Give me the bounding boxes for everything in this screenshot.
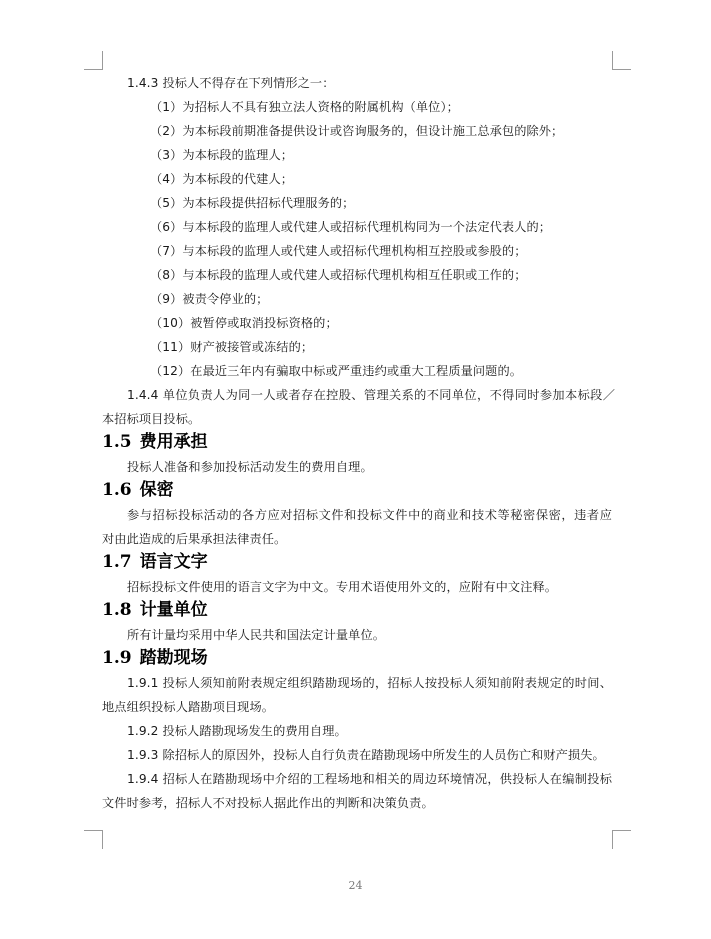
section-1-7-body: 招标投标文件使用的语言文字为中文。专用术语使用外文的，应附有中文注释。 xyxy=(127,580,558,594)
clause-1-9-2: 1.9.2 投标人踏勘现场发生的费用自理。 xyxy=(127,724,347,738)
crop-mark-top-right xyxy=(612,51,631,70)
section-heading-1-9 xyxy=(102,647,208,669)
list-item: （9）被责令停业的； xyxy=(150,292,269,306)
clause-1-9-4-line-2: 文件时参考，招标人不对投标人据此作出的判断和决策负责。 xyxy=(102,796,434,810)
section-1-8-body: 所有计量均采用中华人民共和国法定计量单位。 xyxy=(127,628,386,642)
list-item: （10）被暂停或取消投标资格的； xyxy=(150,316,338,330)
list-item: （3）为本标段的监理人； xyxy=(150,148,294,162)
section-title: 语言文字 xyxy=(139,552,208,572)
clause-1-4-4-line-1: 1.4.4 单位负责人为同一人或者存在控股、管理关系的不同单位，不得同时参加本标段／ xyxy=(127,388,615,402)
page-number: 24 xyxy=(348,879,363,892)
clause-1-4-4-line-2: 本招标项目投标。 xyxy=(102,412,201,426)
section-1-6-line-1: 参与招标投标活动的各方应对招标文件和投标文件中的商业和技术等秘密保密，违者应 xyxy=(127,508,612,522)
clause-1-9-1-line-2: 地点组织投标人踏勘项目现场。 xyxy=(102,700,275,714)
section-heading-1-7 xyxy=(102,551,208,573)
list-item: （7）与本标段的监理人或代建人或招标代理机构相互控股或参股的； xyxy=(150,244,527,258)
section-title: 费用承担 xyxy=(139,432,208,452)
section-heading-1-5 xyxy=(102,431,208,453)
clause-1-9-1-line-1: 1.9.1 投标人须知前附表规定组织踏勘现场的，招标人按投标人须知前附表规定的时间、 xyxy=(127,676,612,690)
crop-mark-bottom-right xyxy=(612,830,631,849)
list-item: （1）为招标人不具有独立法人资格的附属机构（单位）； xyxy=(150,100,459,114)
clause-1-9-3: 1.9.3 除招标人的原因外，投标人自行负责在踏勘现场中所发生的人员伤亡和财产损失。 xyxy=(127,748,605,762)
list-item: （5）为本标段提供招标代理服务的； xyxy=(150,196,355,210)
list-item: （2）为本标段前期准备提供设计或咨询服务的，但设计施工总承包的除外； xyxy=(150,124,564,138)
section-number: 1.9 xyxy=(102,648,132,668)
section-number: 1.5 xyxy=(102,432,132,452)
section-heading-1-6 xyxy=(102,479,174,501)
section-number: 1.8 xyxy=(102,600,132,620)
crop-mark-bottom-left xyxy=(84,830,103,849)
list-item: （11）财产被接管或冻结的； xyxy=(150,340,314,354)
section-1-6-line-2: 对由此造成的后果承担法律责任。 xyxy=(102,532,287,546)
section-title: 计量单位 xyxy=(139,600,208,620)
section-title: 踏勘现场 xyxy=(139,648,208,668)
section-title: 保密 xyxy=(139,480,174,500)
clause-1-4-3-intro: 1.4.3 投标人不得存在下列情形之一： xyxy=(127,76,335,90)
list-item: （8）与本标段的监理人或代建人或招标代理机构相互任职或工作的； xyxy=(150,268,527,282)
crop-mark-top-left xyxy=(84,51,103,70)
section-heading-1-8 xyxy=(102,599,208,621)
list-item: （4）为本标段的代建人； xyxy=(150,172,294,186)
section-number: 1.6 xyxy=(102,480,132,500)
section-1-5-body: 投标人准备和参加投标活动发生的费用自理。 xyxy=(127,460,373,474)
list-item: （6）与本标段的监理人或代建人或招标代理机构同为一个法定代表人的； xyxy=(150,220,552,234)
list-item: （12）在最近三年内有骗取中标或严重违约或重大工程质量问题的。 xyxy=(150,364,523,378)
section-number: 1.7 xyxy=(102,552,132,572)
clause-1-9-4-line-1: 1.9.4 招标人在踏勘现场中介绍的工程场地和相关的周边环境情况，供投标人在编制投标 xyxy=(127,772,612,786)
